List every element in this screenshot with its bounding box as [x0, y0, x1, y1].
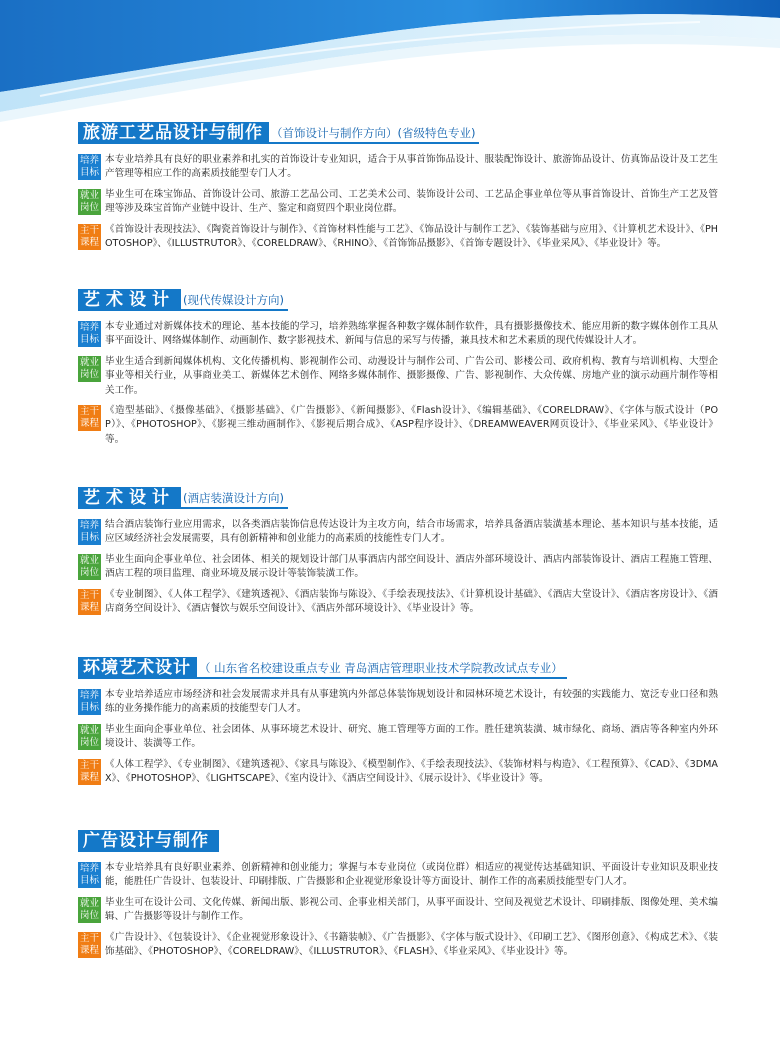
training-goal-text: 本专业培养具有良好的职业素养和扎实的首饰设计专业知识，适合于从事首饰饰品设计、服装配饰设计、旅游饰品设计、仿真饰品设计及工艺生产管理等相应工作的高素质技能型专门人才。 [105, 154, 718, 180]
core-courses-text: 《专业制图》、《人体工程学》、《建筑透视》、《酒店装饰与陈设》、《手绘表现技法》、《计算机设计基础》、《酒店大堂设计》、《酒店客房设计》、《酒店商务空间设计》、《酒店餐饮与娱乐空间设计》、《酒店外部环境设计》、《毕业设计》等。 [105, 588, 718, 615]
header-wave-decoration [0, 0, 780, 130]
employment-text: 毕业生面向企事业单位、社会团体、相关的规划设计部门从事酒店内部空间设计、酒店外部环境设计、酒店内部装饰设计、酒店工程施工管理、酒店工程的项目监理、商业环境及展示设计等装饰装潢工作。 [105, 553, 718, 580]
core-courses-row [78, 404, 718, 447]
training-goal-badge: 培养 目标 [79, 155, 99, 178]
section-title: 旅游工艺品设计与制作 [78, 122, 269, 144]
section-subtitle-bar [181, 485, 288, 509]
training-goal-text: 本专业培养具有良好职业素养、创新精神和创业能力；掌握与本专业岗位（或岗位群）相适应的视觉传达基础知识、平面设计专业知识及职业技能，能胜任广告设计、包装设计、印刷排版、广告摄影和企业视觉形象设计等方面设计、制作工作的高素质技能型专门人才。 [105, 862, 718, 888]
section-header [78, 657, 718, 679]
major-section-media-design [78, 289, 718, 447]
section-subtitle-bar [181, 287, 288, 311]
training-goal-badge: 培养 目标 [79, 863, 99, 886]
core-courses-badge: 主干 课程 [79, 589, 99, 613]
employment-text: 毕业生适合到新闻媒体机构、文化传播机构、影视制作公司、动漫设计与制作公司、广告公司、影楼公司、政府机构、教育与培训机构、大型企事业等相关行业，从事商业美工、新媒体艺术创作、网络多媒体制作、摄影摄像、广告、影视制作、大众传媒、房地产业的演示动画片制作等相关工作。 [105, 355, 718, 396]
employment-row [78, 553, 718, 582]
employment-badge: 就业 岗位 [79, 897, 99, 921]
core-courses-text: 《广告设计》、《包装设计》、《企业视觉形象设计》、《书籍装帧》、《广告摄影》、《字体与版式设计》、《印刷工艺》、《图形创意》、《构成艺术》、《装饰基础》、《PHOTOSHOP》、《CORELDRAW》、《ILLUSTRUTOR》、《FLASH》、《毕业采风》、《毕业设计》等。 [105, 931, 718, 958]
training-goal-row [78, 320, 718, 349]
employment-row [78, 896, 718, 925]
training-goal-badge: 培养 目标 [79, 520, 99, 543]
core-courses-text: 《造型基础》、《摄像基础》、《摄影基础》、《广告摄影》、《新闻摄影》、《Flash设计》、《编辑基础》、《CORELDRAW》、《字体与版式设计（POP）》、《PHOTOSHOP》、《影视三维动画制作》、《影视后期合成》、《ASP程序设计》、《DREAMWEAVER网页设计》、《毕业采风》、《毕业设计》等。 [105, 405, 718, 445]
major-section-environmental-art [78, 657, 718, 786]
training-goal-row [78, 518, 718, 547]
employment-row [78, 188, 718, 217]
section-title: 艺术设计 [78, 289, 181, 311]
employment-badge: 就业 岗位 [79, 189, 99, 213]
training-goal-row [78, 861, 718, 890]
core-courses-row [78, 588, 718, 617]
core-courses-badge: 主干 课程 [79, 932, 99, 956]
core-courses-badge: 主干 课程 [79, 224, 99, 248]
core-courses-row [78, 223, 718, 252]
employment-badge: 就业 岗位 [79, 356, 99, 380]
section-subtitle-bar [197, 655, 567, 679]
core-courses-text: 《首饰设计表现技法》、《陶瓷首饰设计与制作》、《首饰材料性能与工艺》、《饰品设计与制作工艺》、《装饰基础与应用》、《计算机艺术设计》、《PHOTOSHOP》、《ILLUSTRUTOR》、《CORELDRAW》、《RHINO》、《首饰饰品摄影》、《首饰专题设计》、《毕业采风》、《毕业设计》等。 [105, 223, 718, 250]
training-goal-text: 本专业培养适应市场经济和社会发展需求并具有从事建筑内外部总体装饰规划设计和园林环境艺术设计，有较强的实践能力、宽泛专业口径和熟练的业务操作能力的高素质的技能型专门人才。 [105, 689, 718, 715]
core-courses-row [78, 931, 718, 960]
employment-text: 毕业生可在设计公司、文化传媒、新闻出版、影视公司、企事业相关部门，从事平面设计、空间及视觉艺术设计、印刷排版、图像处理、美术编辑、广告摄影等设计与制作工作。 [105, 896, 718, 923]
major-section-hotel-decoration [78, 487, 718, 616]
section-header [78, 830, 718, 852]
training-goal-text: 结合酒店装饰行业应用需求，以各类酒店装饰信息传达设计为主攻方向，结合市场需求，培养具备酒店装潢基本理论、基本知识与基本技能，适应区域经济社会发展需要，具有创新精神和创业能力的高素质的技能性专门人才。 [105, 519, 718, 545]
training-goal-row [78, 688, 718, 717]
section-subtitle-bar [269, 120, 479, 144]
core-courses-badge: 主干 课程 [79, 406, 99, 430]
employment-badge: 就业 岗位 [79, 724, 99, 748]
training-goal-badge: 培养 目标 [79, 690, 99, 713]
employment-row [78, 355, 718, 398]
major-section-advertising-design [78, 830, 718, 959]
training-goal-text: 本专业通过对新媒体技术的理论、基本技能的学习，培养熟练掌握各种数字媒体制作软件，具有摄影摄像技术、能应用新的数字媒体创作工具从事平面设计、网络媒体制作、动画制作、数字影视技术、新闻与信息的采写与传播，兼具技术和艺术素质的现代传媒设计人才。 [105, 321, 718, 347]
training-goal-badge: 培养 目标 [79, 322, 99, 345]
section-title: 环境艺术设计 [78, 657, 197, 679]
section-header [78, 487, 718, 509]
major-section-tourism-crafts [78, 122, 718, 251]
core-courses-row [78, 758, 718, 787]
section-subtitle: (酒店装潢设计方向) [183, 491, 284, 505]
employment-badge: 就业 岗位 [79, 554, 99, 578]
section-header [78, 289, 718, 311]
section-subtitle: （ 山东省名校建设重点专业 青岛酒店管理职业技术学院教改试点专业） [199, 661, 563, 675]
section-subtitle: (现代传媒设计方向) [183, 293, 284, 307]
training-goal-row [78, 153, 718, 182]
core-courses-text: 《人体工程学》、《专业制图》、《建筑透视》、《家具与陈设》、《模型制作》、《手绘表现技法》、《装饰材料与构造》、《工程预算》、《CAD》、《3DMAX》、《PHOTOSHOP》、《LIGHTSCAPE》、《室内设计》、《酒店空间设计》、《展示设计》、《毕业设计》等。 [105, 758, 718, 785]
section-title: 广告设计与制作 [78, 830, 219, 852]
employment-row [78, 723, 718, 752]
section-header [78, 122, 718, 144]
employment-text: 毕业生可在珠宝饰品、首饰设计公司、旅游工艺品公司、工艺美术公司、装饰设计公司、工艺品企事业单位等从事首饰设计、首饰生产工艺及管理等涉及珠宝首饰产业链中设计、生产、鉴定和商贸四个职业岗位群。 [105, 188, 718, 215]
section-title: 艺术设计 [78, 487, 181, 509]
employment-text: 毕业生面向企事业单位、社会团体、从事环境艺术设计、研究、施工管理等方面的工作。胜任建筑装潢、城市绿化、商场、酒店等各种室内外环境设计、装潢等工作。 [105, 723, 718, 750]
core-courses-badge: 主干 课程 [79, 759, 99, 783]
section-subtitle: （首饰设计与制作方向）(省级特色专业) [271, 126, 476, 140]
